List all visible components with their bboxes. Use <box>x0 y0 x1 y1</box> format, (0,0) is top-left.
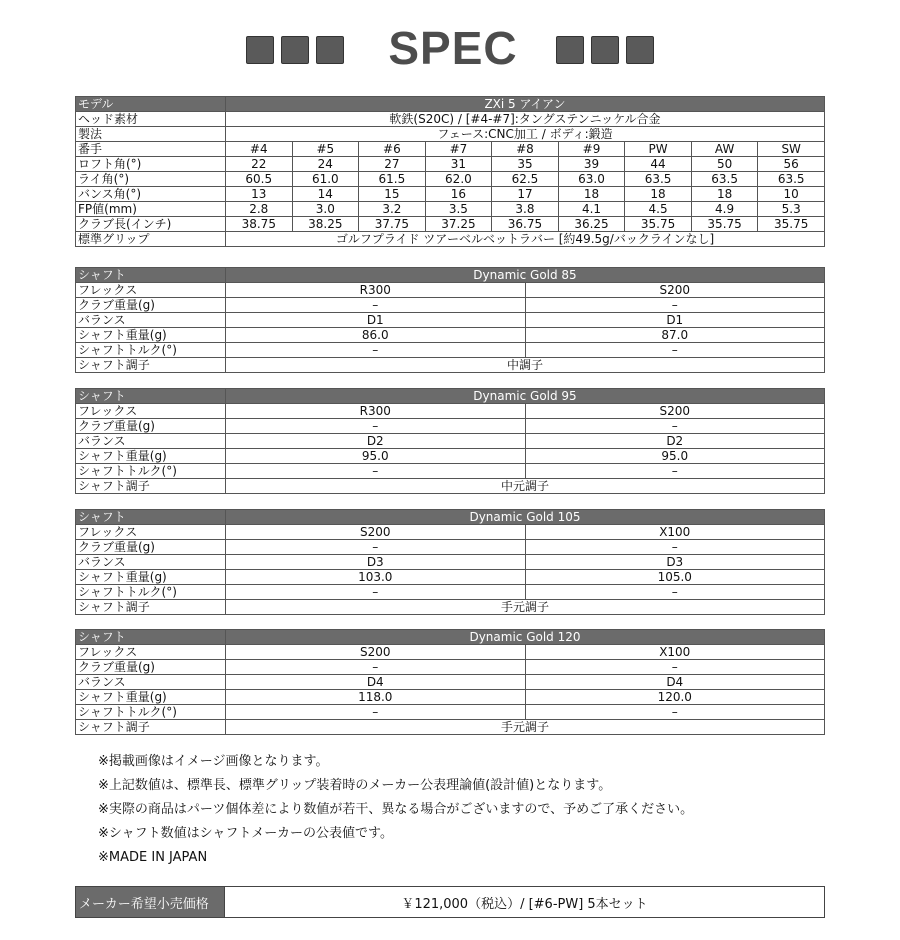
spec-cell: 4.5 <box>625 202 692 217</box>
price-label: メーカー希望小売価格 <box>76 887 225 918</box>
shaft-cell: D2 <box>525 434 825 449</box>
spec-cell: 38.75 <box>226 217 293 232</box>
grip-value: ゴルフプライド ツアーベルベットラバー [約49.5g/バックラインなし] <box>226 232 825 247</box>
decor-square-icon <box>316 36 344 64</box>
shaft-row-label: シャフト重量(g) <box>76 570 226 585</box>
spec-row-label: ライ角(°) <box>76 172 226 187</box>
shaft-row <box>76 328 825 343</box>
shaft-cell: 103.0 <box>226 570 526 585</box>
shaft-row-label: シャフトトルク(°) <box>76 585 226 600</box>
shaft-row-label: クラブ重量(g) <box>76 419 226 434</box>
decor-square-icon <box>626 36 654 64</box>
decor-square-icon <box>556 36 584 64</box>
shaft-header-row <box>76 389 825 404</box>
spec-cell: 44 <box>625 157 692 172</box>
shaft-cell: D3 <box>525 555 825 570</box>
spec-row-label: バンス角(°) <box>76 187 226 202</box>
model-value: ZXi 5 アイアン <box>226 97 825 112</box>
spec-cell: 4.9 <box>691 202 758 217</box>
shaft-cell: 95.0 <box>525 449 825 464</box>
shaft-header-label: シャフト <box>76 389 226 404</box>
shaft-header-label: シャフト <box>76 268 226 283</box>
spec-cell: 35.75 <box>625 217 692 232</box>
spec-cell: 24 <box>292 157 359 172</box>
shaft-row-label: シャフトトルク(°) <box>76 343 226 358</box>
spec-cell: PW <box>625 142 692 157</box>
spec-cell: 27 <box>359 157 426 172</box>
spec-cell: #6 <box>359 142 426 157</box>
spec-row-label: FP値(mm) <box>76 202 226 217</box>
note-line: ※MADE IN JAPAN <box>98 850 208 865</box>
head-material-label: ヘッド素材 <box>76 112 226 127</box>
shaft-cell: – <box>525 298 825 313</box>
note-line: ※実際の商品はパーツ個体差により数値が若干、異なる場合がございますので、予めご了承ください。 <box>98 802 694 817</box>
shaft-name: Dynamic Gold 120 <box>226 630 825 645</box>
shaft-row <box>76 449 825 464</box>
spec-cell: #4 <box>226 142 293 157</box>
shaft-row-label: フレックス <box>76 404 226 419</box>
shaft-name: Dynamic Gold 105 <box>226 510 825 525</box>
shaft-row <box>76 419 825 434</box>
spec-cell: 62.5 <box>492 172 559 187</box>
head-material-value: 軟鉄(S20C) / [#4-#7]:タングステンニッケル合金 <box>226 112 825 127</box>
spec-cell: AW <box>691 142 758 157</box>
shaft-cell: R300 <box>226 404 526 419</box>
shaft-row <box>76 464 825 479</box>
page-title: SPEC <box>388 22 518 74</box>
spec-cell: 35.75 <box>758 217 825 232</box>
shaft-row-label: フレックス <box>76 645 226 660</box>
shaft-cell: – <box>226 540 526 555</box>
spec-cell: 36.75 <box>492 217 559 232</box>
spec-cell: 5.3 <box>758 202 825 217</box>
shaft-row-label: シャフトトルク(°) <box>76 705 226 720</box>
shaft-row-label: バランス <box>76 434 226 449</box>
spec-cell: 60.5 <box>226 172 293 187</box>
shaft-row <box>76 540 825 555</box>
shaft-cell: – <box>226 298 526 313</box>
spec-row-label: クラブ長(インチ) <box>76 217 226 232</box>
shaft-row-label: クラブ重量(g) <box>76 540 226 555</box>
spec-cell: 35 <box>492 157 559 172</box>
spec-cell: SW <box>758 142 825 157</box>
shaft-row <box>76 434 825 449</box>
kick-point-label: シャフト調子 <box>76 479 226 494</box>
shaft-cell: 86.0 <box>226 328 526 343</box>
shaft-row-label: シャフト重量(g) <box>76 328 226 343</box>
note-line: ※上記数値は、標準長、標準グリップ装着時のメーカー公表理論値(設計値)となります。 <box>98 778 612 793</box>
shaft-cell: 118.0 <box>226 690 526 705</box>
shaft-name: Dynamic Gold 85 <box>226 268 825 283</box>
kick-point-row <box>76 358 825 373</box>
kick-point-label: シャフト調子 <box>76 600 226 615</box>
spec-cell: 36.25 <box>558 217 625 232</box>
shaft-row <box>76 675 825 690</box>
spec-cell: 4.1 <box>558 202 625 217</box>
spec-row-label: ロフト角(°) <box>76 157 226 172</box>
spec-cell: 63.5 <box>691 172 758 187</box>
shaft-cell: – <box>525 343 825 358</box>
spec-cell: 56 <box>758 157 825 172</box>
spec-cell: 17 <box>492 187 559 202</box>
spec-row <box>76 202 825 217</box>
decor-square-icon <box>591 36 619 64</box>
shaft-row-label: クラブ重量(g) <box>76 298 226 313</box>
spec-cell: 3.0 <box>292 202 359 217</box>
shaft-cell: D4 <box>226 675 526 690</box>
spec-cell: 37.75 <box>359 217 426 232</box>
decor-square-icon <box>281 36 309 64</box>
shaft-cell: – <box>525 705 825 720</box>
shaft-row-label: バランス <box>76 555 226 570</box>
shaft-row <box>76 705 825 720</box>
spec-cell: 63.5 <box>625 172 692 187</box>
shaft-header-row <box>76 630 825 645</box>
spec-cell: 15 <box>359 187 426 202</box>
shaft-cell: – <box>525 464 825 479</box>
kick-point-row <box>76 720 825 735</box>
spec-cell: 35.75 <box>691 217 758 232</box>
shaft-row-label: バランス <box>76 675 226 690</box>
note-line: ※掲載画像はイメージ画像となります。 <box>98 754 329 769</box>
shaft-header-row <box>76 268 825 283</box>
spec-cell: 18 <box>558 187 625 202</box>
shaft-cell: D4 <box>525 675 825 690</box>
spec-cell: 22 <box>226 157 293 172</box>
shaft-row-label: バランス <box>76 313 226 328</box>
shaft-cell: D2 <box>226 434 526 449</box>
spec-cell: #5 <box>292 142 359 157</box>
shaft-row <box>76 690 825 705</box>
shaft-cell: D1 <box>226 313 526 328</box>
spec-cell: #8 <box>492 142 559 157</box>
spec-cell: 18 <box>691 187 758 202</box>
spec-cell: 14 <box>292 187 359 202</box>
shaft-table <box>75 388 825 494</box>
shaft-cell: 105.0 <box>525 570 825 585</box>
shaft-row-label: シャフトトルク(°) <box>76 464 226 479</box>
spec-cell: 13 <box>226 187 293 202</box>
shaft-cell: – <box>525 585 825 600</box>
shaft-row <box>76 283 825 298</box>
shaft-cell: – <box>226 419 526 434</box>
kick-point-row <box>76 600 825 615</box>
shaft-cell: – <box>525 540 825 555</box>
head-spec-table <box>75 96 825 247</box>
spec-cell: 10 <box>758 187 825 202</box>
shaft-cell: 87.0 <box>525 328 825 343</box>
shaft-header-label: シャフト <box>76 510 226 525</box>
price-value: ￥121,000（税込）/ [#6-PW] 5本セット <box>225 887 825 918</box>
shaft-row <box>76 343 825 358</box>
kick-point-row <box>76 479 825 494</box>
shaft-cell: S200 <box>226 525 526 540</box>
spec-row <box>76 157 825 172</box>
decor-square-icon <box>246 36 274 64</box>
grip-row <box>76 232 825 247</box>
shaft-cell: R300 <box>226 283 526 298</box>
spec-cell: 2.8 <box>226 202 293 217</box>
shaft-cell: S200 <box>525 283 825 298</box>
spec-cell: 16 <box>425 187 492 202</box>
shaft-row <box>76 525 825 540</box>
shaft-cell: – <box>226 705 526 720</box>
shaft-cell: S200 <box>525 404 825 419</box>
spec-cell: 18 <box>625 187 692 202</box>
price-table <box>75 886 825 918</box>
spec-cell: 62.0 <box>425 172 492 187</box>
shaft-row <box>76 645 825 660</box>
shaft-row-label: フレックス <box>76 525 226 540</box>
shaft-cell: D3 <box>226 555 526 570</box>
shaft-row-label: シャフト重量(g) <box>76 449 226 464</box>
shaft-cell: S200 <box>226 645 526 660</box>
shaft-cell: X100 <box>525 645 825 660</box>
shaft-row-label: シャフト重量(g) <box>76 690 226 705</box>
shaft-row <box>76 570 825 585</box>
spec-cell: 50 <box>691 157 758 172</box>
spec-cell: 38.25 <box>292 217 359 232</box>
shaft-row-label: クラブ重量(g) <box>76 660 226 675</box>
kick-point-label: シャフト調子 <box>76 720 226 735</box>
head-material-row <box>76 112 825 127</box>
shaft-cell: – <box>226 585 526 600</box>
spec-cell: 3.5 <box>425 202 492 217</box>
shaft-row <box>76 298 825 313</box>
spec-cell: 31 <box>425 157 492 172</box>
shaft-cell: X100 <box>525 525 825 540</box>
spec-cell: 39 <box>558 157 625 172</box>
kick-point-label: シャフト調子 <box>76 358 226 373</box>
shaft-cell: – <box>525 419 825 434</box>
kick-point-value: 手元調子 <box>226 720 825 735</box>
shaft-cell: 120.0 <box>525 690 825 705</box>
shaft-row <box>76 585 825 600</box>
spec-cell: 61.0 <box>292 172 359 187</box>
shaft-row <box>76 313 825 328</box>
shaft-cell: – <box>226 343 526 358</box>
method-row <box>76 127 825 142</box>
method-label: 製法 <box>76 127 226 142</box>
shaft-table <box>75 267 825 373</box>
spec-cell: 3.8 <box>492 202 559 217</box>
shaft-row-label: フレックス <box>76 283 226 298</box>
shaft-cell: – <box>226 660 526 675</box>
model-label: モデル <box>76 97 226 112</box>
spec-cell: 61.5 <box>359 172 426 187</box>
shaft-row <box>76 555 825 570</box>
kick-point-value: 手元調子 <box>226 600 825 615</box>
spec-cell: #7 <box>425 142 492 157</box>
kick-point-value: 中元調子 <box>226 479 825 494</box>
spec-cell: #9 <box>558 142 625 157</box>
spec-cell: 63.5 <box>758 172 825 187</box>
shaft-cell: – <box>525 660 825 675</box>
shaft-header-label: シャフト <box>76 630 226 645</box>
shaft-name: Dynamic Gold 95 <box>226 389 825 404</box>
model-row <box>76 97 825 112</box>
spec-row <box>76 217 825 232</box>
shaft-row <box>76 660 825 675</box>
spec-cell: 37.25 <box>425 217 492 232</box>
spec-row <box>76 142 825 157</box>
note-line: ※シャフト数値はシャフトメーカーの公表値です。 <box>98 826 393 841</box>
spec-row <box>76 187 825 202</box>
shaft-row <box>76 404 825 419</box>
kick-point-value: 中調子 <box>226 358 825 373</box>
spec-cell: 63.0 <box>558 172 625 187</box>
method-value: フェース:CNC加工 / ボディ:鍛造 <box>226 127 825 142</box>
spec-row-label: 番手 <box>76 142 226 157</box>
title-row <box>0 22 900 74</box>
shaft-header-row <box>76 510 825 525</box>
spec-row <box>76 172 825 187</box>
shaft-cell: D1 <box>525 313 825 328</box>
spec-cell: 3.2 <box>359 202 426 217</box>
shaft-cell: – <box>226 464 526 479</box>
shaft-table <box>75 509 825 615</box>
shaft-table <box>75 629 825 735</box>
grip-label: 標準グリップ <box>76 232 226 247</box>
shaft-cell: 95.0 <box>226 449 526 464</box>
notes <box>98 750 693 870</box>
